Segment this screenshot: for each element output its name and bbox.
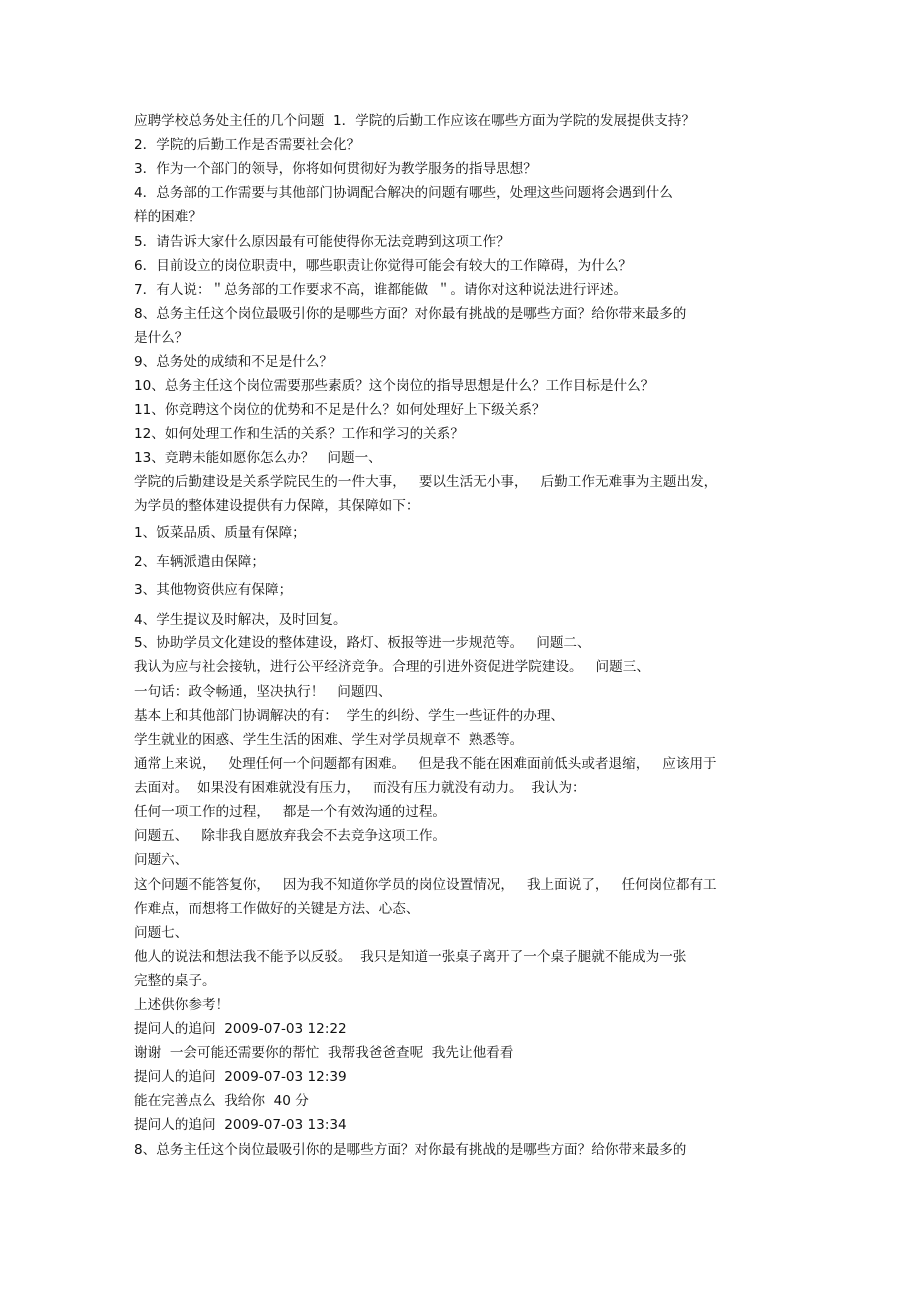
text-line: 问题六、 [134,852,189,868]
text-line: 12、如何处理工作和生活的关系？工作和学习的关系？ [134,426,464,442]
text-line: 一句话：政令畅通，坚决执行！ 问题四、 [134,684,392,700]
text-line: 4．总务部的工作需要与其他部门协调配合解决的问题有哪些，处理这些问题将会遇到什么 [134,185,673,201]
text-line: 4、学生提议及时解决，及时回复。 [134,612,347,628]
text-line: 问题七、 [134,925,189,941]
text-line: 应聘学校总务处主任的几个问题 1．学院的后勤工作应该在哪些方面为学院的发展提供支持？ [134,113,696,129]
text-line: 为学员的整体建设提供有力保障，其保障如下： [134,498,420,514]
text-line: 提问人的追问 2009-07-03 12:39 [134,1069,347,1085]
text-line: 基本上和其他部门协调解决的有： 学生的纠纷、学生一些证件的办理、 [134,708,565,724]
text-line: 提问人的追问 2009-07-03 12:22 [134,1021,347,1037]
text-line: 11、你竞聘这个岗位的优势和不足是什么？如何处理好上下级关系？ [134,402,546,418]
text-line: 问题五、 除非我自愿放弃我会不去竞争这项工作。 [134,828,447,844]
text-line: 8、总务主任这个岗位最吸引你的是哪些方面？对你最有挑战的是哪些方面？给你带来最多的 [134,1142,687,1158]
text-line: 通常上来说， 处理任何一个问题都有困难。 但是我不能在困难面前低头或者退缩， 应该用于 [134,756,717,772]
text-line: 谢谢 一会可能还需要你的帮忙 我帮我爸爸查呢 我先让他看看 [134,1045,514,1061]
text-line: 这个问题不能答复你， 因为我不知道你学员的岗位设置情况， 我上面说了， 任何岗位都有工 [134,877,717,893]
text-line: 5．请告诉大家什么原因最有可能使得你无法竞聘到这项工作？ [134,234,510,250]
text-line: 提问人的追问 2009-07-03 13:34 [134,1117,347,1133]
text-line: 8、总务主任这个岗位最吸引你的是哪些方面？对你最有挑战的是哪些方面？给你带来最多的 [134,306,687,322]
text-line: 是什么？ [134,330,189,346]
text-line: 学生就业的困惑、学生生活的困难、学生对学员规章不 熟悉等。 [134,732,524,748]
text-line: 7．有人说：＂总务部的工作要求不高，谁都能做 ＂。请你对这种说法进行评述。 [134,282,628,298]
text-line: 13、竞聘未能如愿你怎么办？ 问题一、 [134,450,382,466]
text-line: 样的困难？ [134,209,202,225]
text-line: 完整的桌子。 [134,973,216,989]
text-line: 3．作为一个部门的领导，你将如何贯彻好为教学服务的指导思想？ [134,161,537,177]
text-line: 1、饭菜品质、质量有保障； [134,525,306,541]
text-line: 3、其他物资供应有保障； [134,582,293,598]
text-line: 2．学院的后勤工作是否需要社会化？ [134,137,361,153]
text-line: 9、总务处的成绩和不足是什么？ [134,354,333,370]
text-line: 6．目前设立的岗位职责中，哪些职责让你觉得可能会有较大的工作障碍，为什么？ [134,258,633,274]
text-line: 去面对。 如果没有困难就没有压力， 而没有压力就没有动力。 我认为： [134,780,586,796]
text-line: 上述供你参考！ [134,997,230,1013]
text-line: 5、协助学员文化建设的整体建设，路灯、板报等进一步规范等。 问题二、 [134,635,591,651]
text-line: 能在完善点么 我给你 40 分 [134,1093,309,1109]
text-line: 任何一项工作的过程， 都是一个有效沟通的过程。 [134,804,447,820]
text-line: 10、总务主任这个岗位需要那些素质？这个岗位的指导思想是什么？工作目标是什么？ [134,378,655,394]
text-line: 我认为应与社会接轨，进行公平经济竞争。合理的引进外资促进学院建设。 问题三、 [134,659,650,675]
text-line: 2、车辆派遣由保障； [134,554,265,570]
text-line: 他人的说法和想法我不能予以反驳。 我只是知道一张桌子离开了一个桌子腿就不能成为一张 [134,949,687,965]
text-line: 作难点，而想将工作做好的关键是方法、心态、 [134,901,420,917]
text-line: 学院的后勤建设是关系学院民生的一件大事， 要以生活无小事， 后勤工作无难事为主题出发， [134,474,718,490]
